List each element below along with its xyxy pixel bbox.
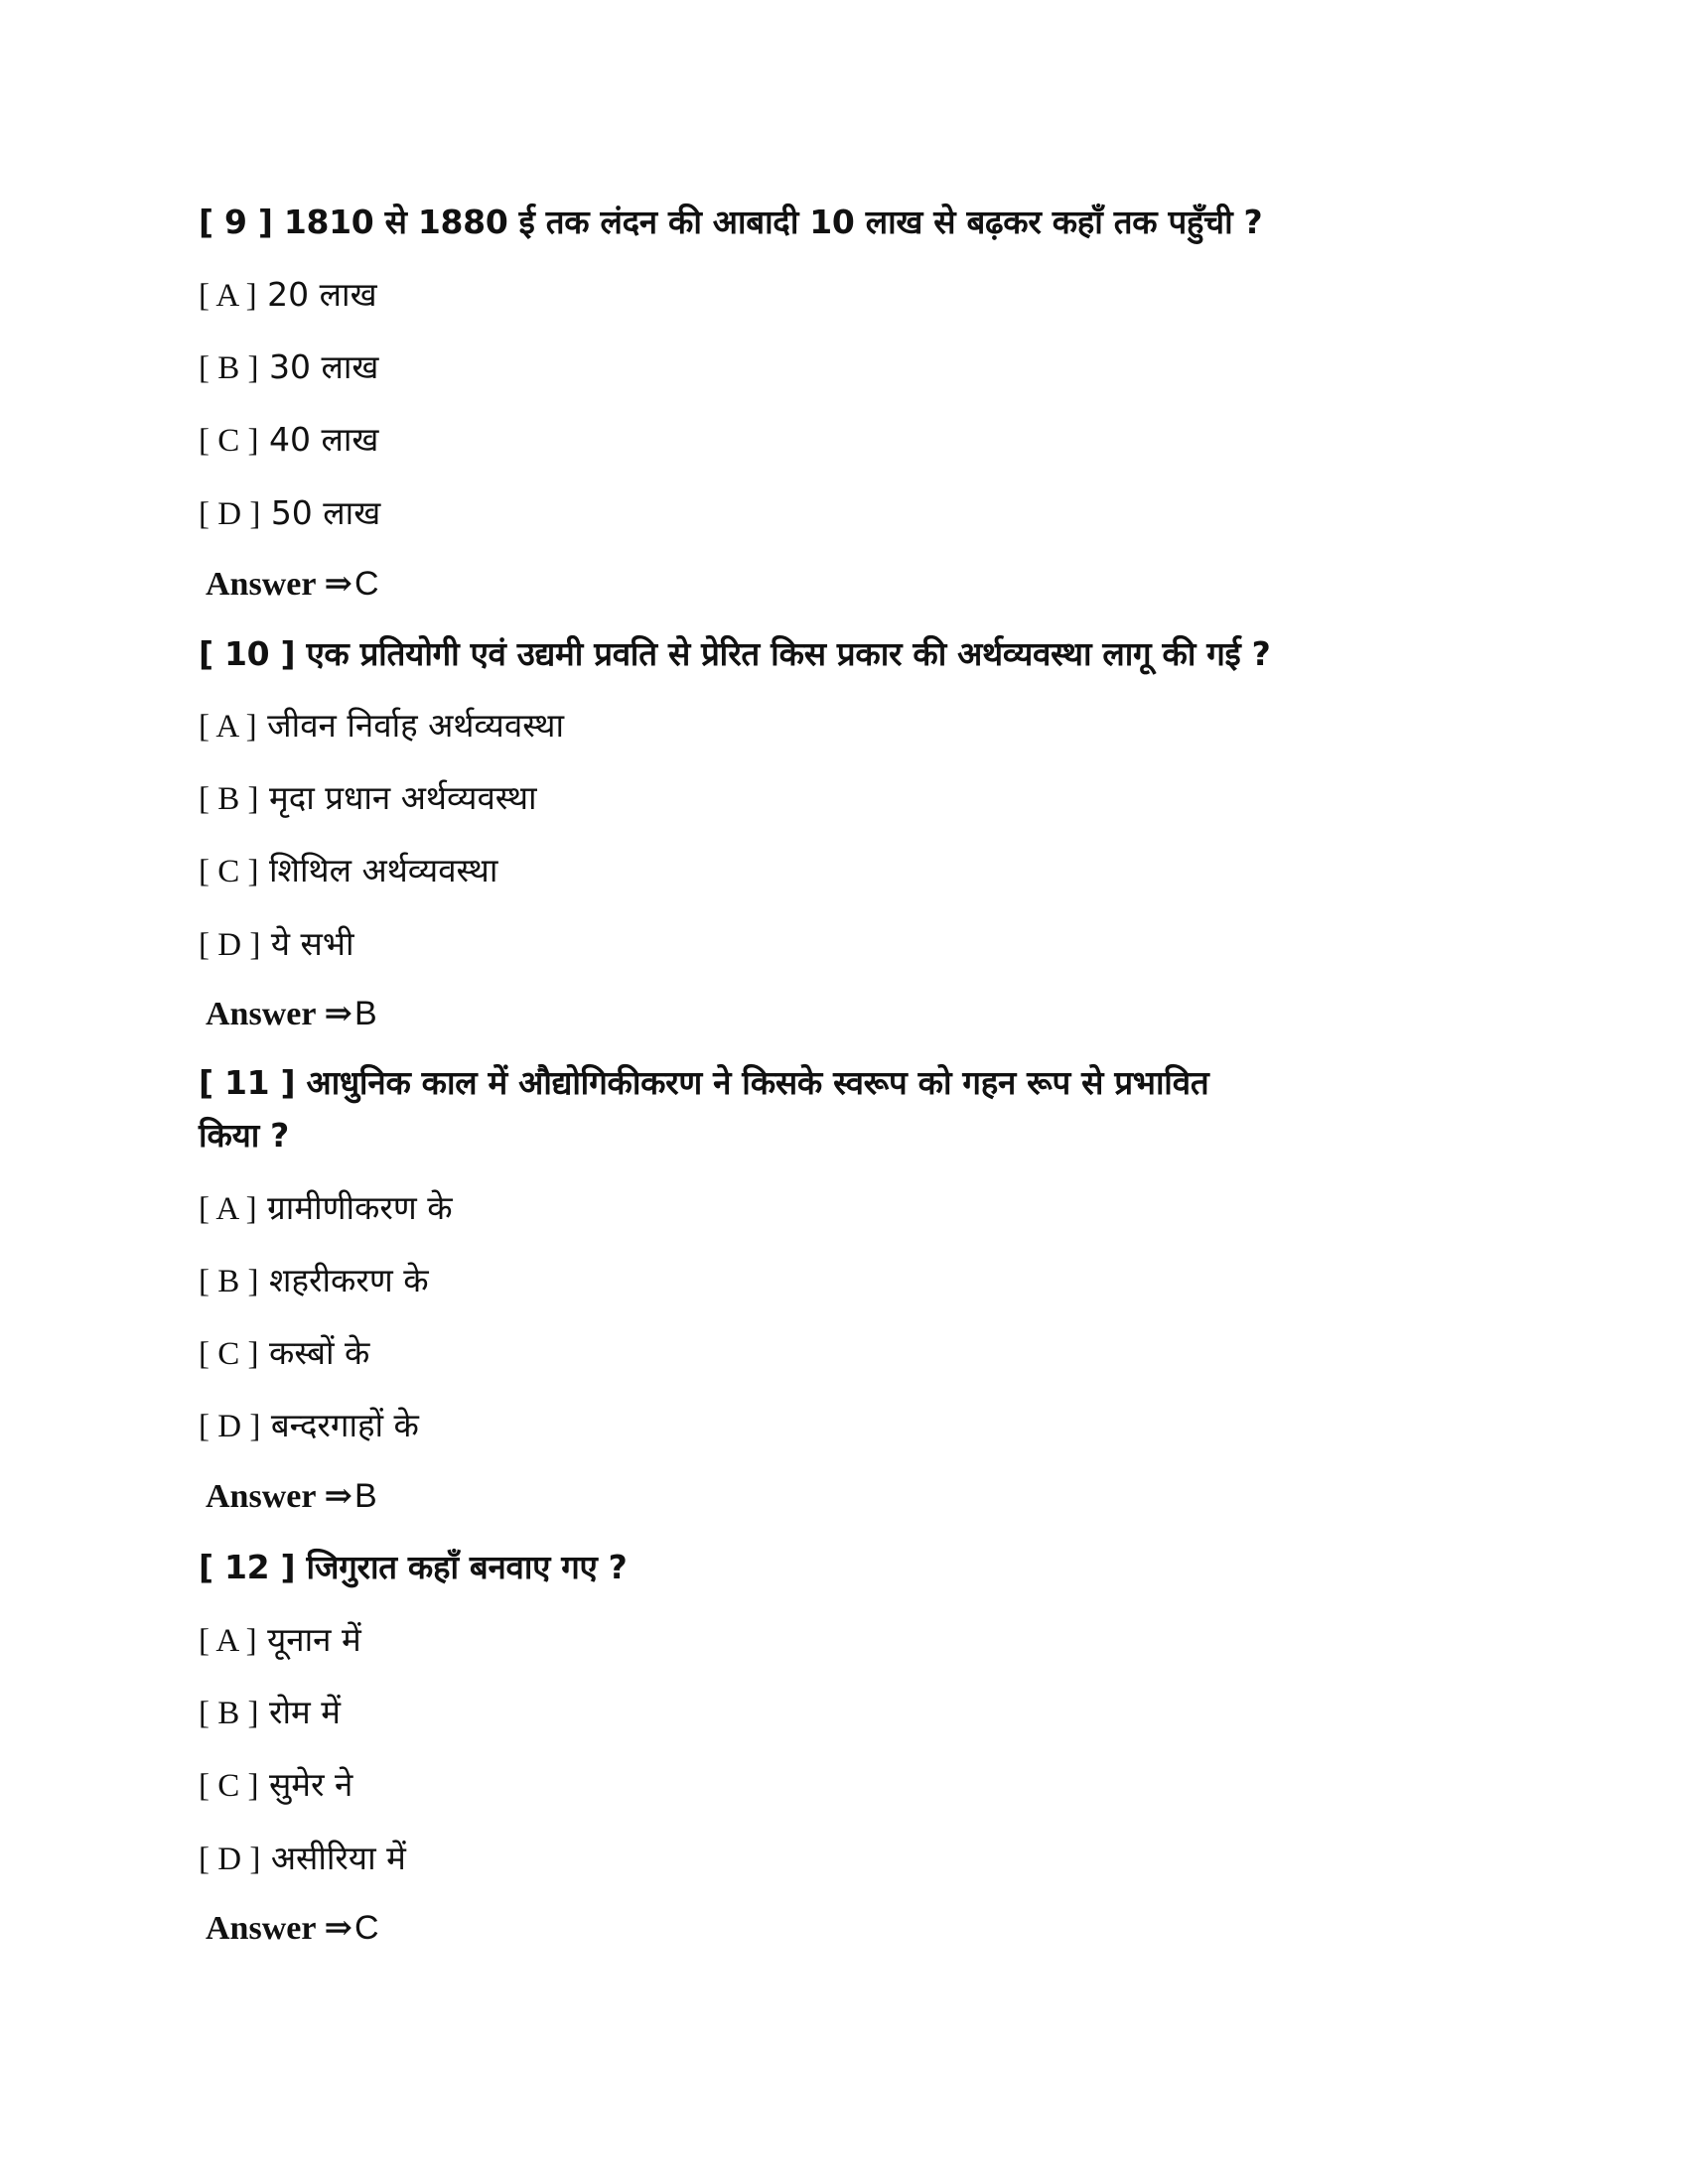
question-12-option-d — [199, 1839, 406, 1877]
option-key: [ C ] — [199, 1768, 259, 1804]
question-12-title — [199, 1548, 628, 1586]
answer-value: B — [353, 1477, 377, 1515]
question-11-title-line2 — [199, 1116, 290, 1155]
answer-value: B — [353, 995, 377, 1032]
option-text: बन्दरगाहों के — [270, 1406, 419, 1444]
question-11-option-a — [199, 1188, 453, 1227]
option-key: [ D ] — [199, 1842, 261, 1877]
option-key: [ A ] — [199, 1191, 257, 1227]
question-10-answer — [206, 997, 377, 1031]
question-text: आधुनिक काल में औद्योगिकीकरण ने किसके स्वरूप को गहन रूप से प्रभावित — [306, 1063, 1209, 1102]
option-key: [ A ] — [199, 1623, 257, 1659]
question-text-continued: किया ? — [199, 1116, 290, 1155]
question-10-option-c — [199, 851, 498, 889]
option-key: [ D ] — [199, 1409, 261, 1444]
option-text: असीरिया में — [270, 1839, 406, 1877]
option-text: 30 लाख — [269, 347, 379, 386]
question-10-option-b — [199, 778, 537, 817]
question-text: एक प्रतियोगी एवं उद्यमी प्रवति से प्रेरित किस प्रकार की अर्थव्यवस्था लागू की गई ? — [306, 634, 1271, 673]
answer-label: Answer — [206, 1910, 317, 1947]
option-text: कस्बों के — [269, 1333, 370, 1372]
question-12-option-a — [199, 1620, 361, 1659]
arrow-icon: ⇒ — [324, 566, 352, 603]
option-text: 40 लाख — [269, 420, 379, 459]
question-12-option-c — [199, 1765, 353, 1804]
question-9-answer — [206, 567, 379, 602]
answer-value: C — [353, 1909, 379, 1947]
option-key: [ C ] — [199, 1336, 259, 1372]
question-10-title — [199, 634, 1271, 673]
option-key: [ B ] — [199, 1696, 259, 1731]
question-9-option-c — [199, 420, 379, 459]
option-key: [ A ] — [199, 278, 257, 314]
question-10-option-d — [199, 924, 354, 963]
option-text: सुमेर ने — [269, 1765, 353, 1804]
question-12-answer — [206, 1911, 379, 1946]
option-text: 50 लाख — [270, 493, 381, 532]
option-text: ये सभी — [270, 924, 354, 963]
answer-value: C — [353, 565, 379, 603]
question-11-option-d — [199, 1406, 419, 1444]
option-text: मृदा प्रधान अर्थव्यवस्था — [269, 778, 537, 817]
option-text: शिथिल अर्थव्यवस्था — [269, 851, 498, 889]
question-text: जिगुरात कहाँ बनवाए गए ? — [306, 1548, 628, 1586]
question-11-title — [199, 1063, 1209, 1102]
question-number: [ 9 ] — [199, 203, 273, 241]
option-text: रोम में — [269, 1693, 342, 1731]
question-number: [ 10 ] — [199, 634, 296, 673]
answer-label: Answer — [206, 996, 317, 1032]
option-key: [ D ] — [199, 496, 261, 532]
option-key: [ B ] — [199, 781, 259, 817]
option-key: [ B ] — [199, 1264, 259, 1299]
question-number: [ 12 ] — [199, 1548, 296, 1586]
option-key: [ D ] — [199, 927, 261, 963]
question-9-option-a — [199, 275, 377, 314]
option-text: ग्रामीणीकरण के — [267, 1188, 453, 1227]
question-text: 1810 से 1880 ई तक लंदन की आबादी 10 लाख से बढ़कर कहाँ तक पहुँची ? — [283, 203, 1263, 241]
question-10-option-a — [199, 706, 565, 745]
option-text: 20 लाख — [267, 275, 377, 314]
option-key: [ B ] — [199, 350, 259, 386]
arrow-icon: ⇒ — [324, 996, 352, 1032]
question-9-option-d — [199, 493, 381, 532]
option-key: [ C ] — [199, 854, 259, 889]
option-key: [ A ] — [199, 709, 257, 745]
arrow-icon: ⇒ — [324, 1478, 352, 1515]
answer-label: Answer — [206, 566, 317, 603]
question-9-option-b — [199, 347, 379, 386]
option-text: जीवन निर्वाह अर्थव्यवस्था — [267, 706, 565, 745]
arrow-icon: ⇒ — [324, 1910, 352, 1947]
question-11-option-c — [199, 1333, 370, 1372]
option-text: शहरीकरण के — [269, 1261, 429, 1299]
question-12-option-b — [199, 1693, 342, 1731]
question-number: [ 11 ] — [199, 1063, 296, 1102]
option-text: यूनान में — [267, 1620, 361, 1659]
question-9-title — [199, 203, 1263, 241]
answer-label: Answer — [206, 1478, 317, 1515]
question-11-option-b — [199, 1261, 429, 1299]
question-11-answer — [206, 1479, 377, 1514]
option-key: [ C ] — [199, 423, 259, 459]
